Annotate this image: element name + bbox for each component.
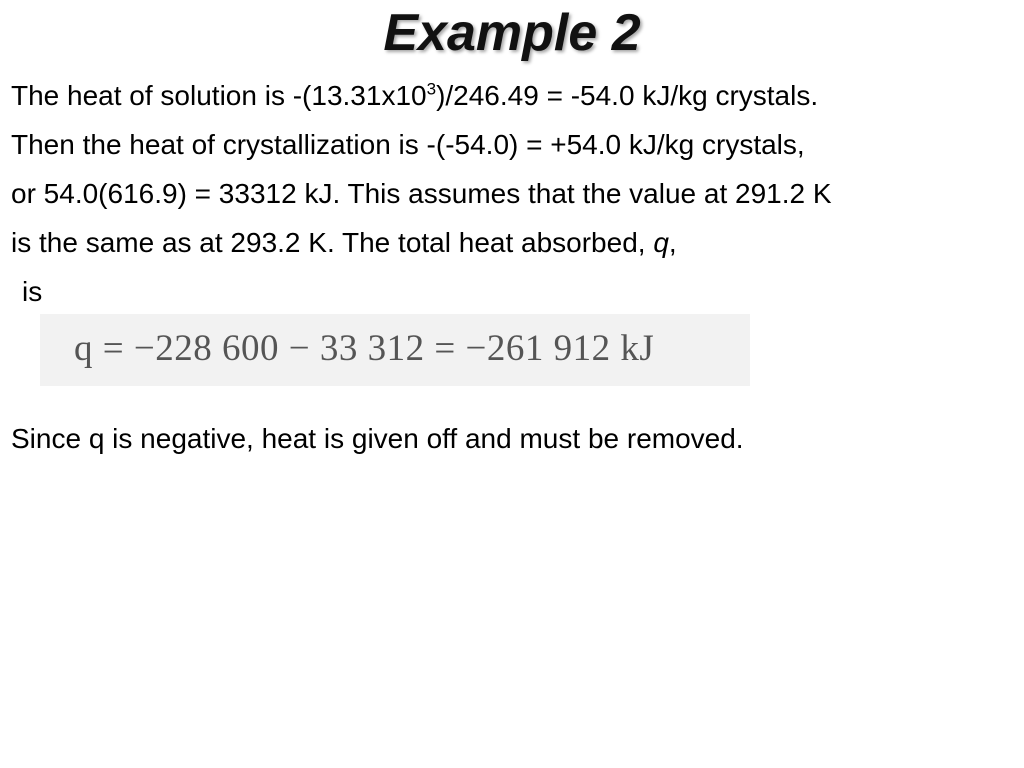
equation-text: q = −228 600 − 33 312 = −261 912 kJ [74, 328, 655, 369]
equation-image [40, 314, 750, 386]
text-segment: )/246.49 = -54.0 kJ/kg crystals. [436, 80, 819, 111]
text-line-conclusion: Since q is negative, heat is given off and must be removed. [11, 423, 744, 454]
text-segment: , [668, 227, 677, 258]
text-line-heat-of-crystallization: Then the heat of crystallization is -(-54.0) = +54.0 kJ/kg crystals, [11, 129, 805, 160]
slide-title: Example 2 [383, 4, 641, 62]
text-segment: The heat of solution is -(13.31x10 [11, 80, 427, 111]
text-line-is: is [22, 276, 43, 307]
text-line-heat-of-solution [11, 78, 818, 114]
superscript-exponent: 3 [426, 79, 437, 99]
text-line-calculation: or 54.0(616.9) = 33312 kJ. This assumes that the value at 291.2 K [11, 178, 832, 209]
variable-q: q [653, 227, 669, 258]
text-segment: is the same as at 293.2 K. The total heat absorbed, [11, 227, 654, 258]
text-line-total-heat [11, 225, 677, 261]
